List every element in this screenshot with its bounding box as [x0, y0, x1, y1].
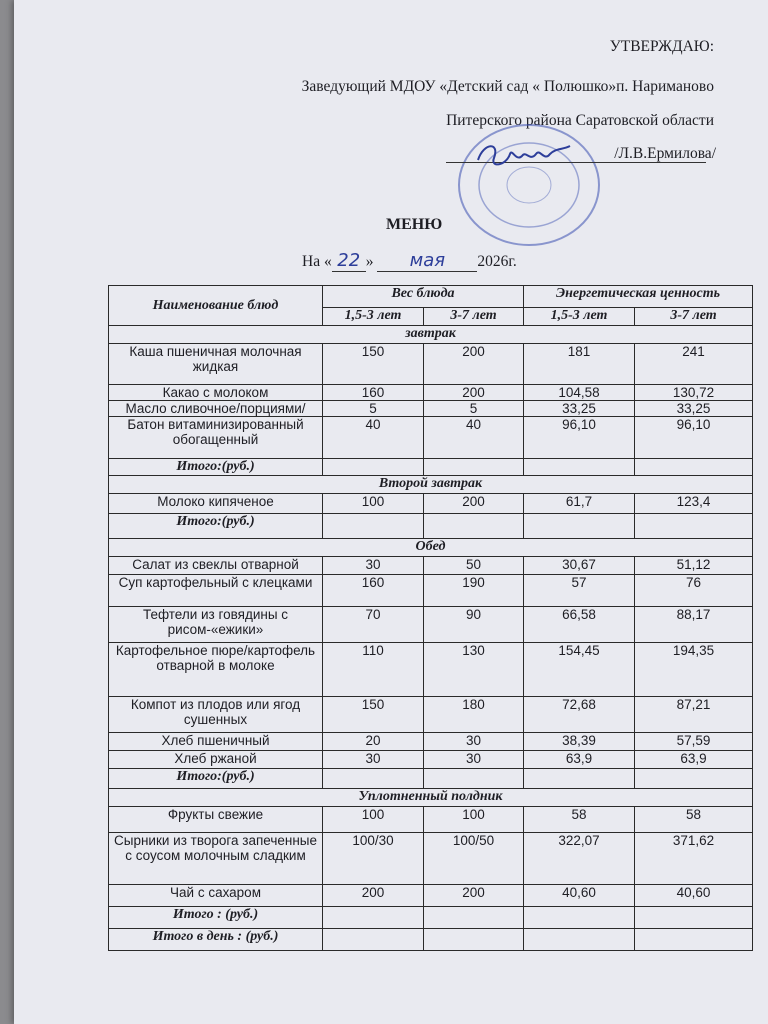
weight-3-7: 130 [424, 643, 524, 697]
total-cell [424, 907, 524, 929]
energy-1-5-3: 181 [524, 344, 635, 385]
dish-name: Хлеб пшеничный [109, 733, 323, 751]
total-cell [524, 929, 635, 951]
menu-table [108, 285, 753, 951]
energy-3-7: 371,62 [635, 833, 753, 885]
menu-date [302, 250, 517, 272]
header-weight-age-1: 1,5-3 лет [323, 308, 424, 326]
weight-3-7: 50 [424, 557, 524, 575]
energy-1-5-3: 96,10 [524, 417, 635, 459]
weight-3-7: 200 [424, 494, 524, 514]
dish-name: Тефтели из говядины с рисом-«ежики» [109, 607, 323, 643]
weight-3-7: 180 [424, 697, 524, 733]
energy-1-5-3: 63,9 [524, 751, 635, 769]
total-cell [323, 929, 424, 951]
section-row [109, 476, 753, 494]
dish-row [109, 833, 753, 885]
weight-1-5-3: 30 [323, 751, 424, 769]
weight-1-5-3: 100 [323, 494, 424, 514]
weight-1-5-3: 40 [323, 417, 424, 459]
dish-row [109, 385, 753, 401]
document-title: МЕНЮ [386, 216, 443, 233]
total-row [109, 907, 753, 929]
dish-row [109, 643, 753, 697]
dish-row [109, 807, 753, 833]
energy-3-7: 123,4 [635, 494, 753, 514]
section-label: Обед [109, 539, 753, 557]
total-cell [323, 907, 424, 929]
energy-1-5-3: 154,45 [524, 643, 635, 697]
weight-3-7: 100/50 [424, 833, 524, 885]
total-cell [424, 769, 524, 789]
dish-name: Молоко кипяченое [109, 494, 323, 514]
total-row [109, 769, 753, 789]
total-cell [424, 929, 524, 951]
energy-3-7: 51,12 [635, 557, 753, 575]
header-energy-age-2: 3-7 лет [635, 308, 753, 326]
dish-name: Компот из плодов или ягод сушенных [109, 697, 323, 733]
header-weight: Вес блюда [323, 286, 524, 308]
date-year: 2026г. [477, 253, 517, 270]
header-energy: Энергетическая ценность [524, 286, 753, 308]
energy-3-7: 87,21 [635, 697, 753, 733]
dish-name: Суп картофельный с клецками [109, 575, 323, 607]
weight-1-5-3: 70 [323, 607, 424, 643]
weight-1-5-3: 160 [323, 575, 424, 607]
dish-row [109, 401, 753, 417]
dish-name: Чай с сахаром [109, 885, 323, 907]
total-row [109, 514, 753, 539]
total-cell [424, 459, 524, 476]
dish-row [109, 733, 753, 751]
total-cell [524, 514, 635, 539]
dish-row [109, 417, 753, 459]
weight-3-7: 30 [424, 751, 524, 769]
weight-3-7: 90 [424, 607, 524, 643]
dish-row [109, 494, 753, 514]
date-month: мая [409, 250, 446, 271]
weight-1-5-3: 150 [323, 697, 424, 733]
dish-name: Какао с молоком [109, 385, 323, 401]
total-cell [635, 907, 753, 929]
energy-3-7: 88,17 [635, 607, 753, 643]
total-row [109, 929, 753, 951]
dish-name: Картофельное пюре/картофель отварной в молоке [109, 643, 323, 697]
total-cell [524, 769, 635, 789]
weight-1-5-3: 160 [323, 385, 424, 401]
energy-3-7: 130,72 [635, 385, 753, 401]
dish-row [109, 885, 753, 907]
dish-row [109, 751, 753, 769]
menu-table-body [109, 326, 753, 951]
weight-1-5-3: 100 [323, 807, 424, 833]
total-cell [524, 459, 635, 476]
total-cell [635, 769, 753, 789]
energy-3-7: 33,25 [635, 401, 753, 417]
energy-1-5-3: 58 [524, 807, 635, 833]
dish-name: Батон витаминизированный обогащенный [109, 417, 323, 459]
total-row [109, 459, 753, 476]
date-close: » [365, 253, 374, 270]
date-day: 22 [337, 250, 361, 271]
dish-row [109, 607, 753, 643]
energy-1-5-3: 61,7 [524, 494, 635, 514]
energy-1-5-3: 40,60 [524, 885, 635, 907]
energy-1-5-3: 57 [524, 575, 635, 607]
menu-document-page [14, 0, 768, 1024]
weight-1-5-3: 100/30 [323, 833, 424, 885]
weight-1-5-3: 30 [323, 557, 424, 575]
dish-row [109, 344, 753, 385]
approval-heading: УТВЕРЖДАЮ: [609, 38, 714, 55]
total-cell [323, 459, 424, 476]
total-cell [323, 514, 424, 539]
weight-3-7: 100 [424, 807, 524, 833]
section-label: Второй завтрак [109, 476, 753, 494]
dish-name: Салат из свеклы отварной [109, 557, 323, 575]
total-cell [635, 459, 753, 476]
total-cell [635, 514, 753, 539]
weight-3-7: 30 [424, 733, 524, 751]
energy-3-7: 57,59 [635, 733, 753, 751]
total-cell [323, 769, 424, 789]
district-line: Питерского района Саратовской области [446, 112, 714, 129]
weight-3-7: 200 [424, 385, 524, 401]
total-label: Итого:(руб.) [109, 514, 323, 539]
energy-1-5-3: 66,58 [524, 607, 635, 643]
weight-1-5-3: 5 [323, 401, 424, 417]
total-label: Итого : (руб.) [109, 907, 323, 929]
energy-3-7: 63,9 [635, 751, 753, 769]
section-row [109, 539, 753, 557]
energy-1-5-3: 72,68 [524, 697, 635, 733]
weight-1-5-3: 150 [323, 344, 424, 385]
energy-1-5-3: 322,07 [524, 833, 635, 885]
total-label: Итого:(руб.) [109, 459, 323, 476]
total-cell [424, 514, 524, 539]
header-dish-name: Наименование блюд [109, 286, 323, 326]
energy-3-7: 96,10 [635, 417, 753, 459]
weight-3-7: 5 [424, 401, 524, 417]
weight-3-7: 40 [424, 417, 524, 459]
date-prefix: На « [302, 253, 332, 270]
energy-1-5-3: 33,25 [524, 401, 635, 417]
total-label: Итого:(руб.) [109, 769, 323, 789]
energy-3-7: 241 [635, 344, 753, 385]
dish-name: Фрукты свежие [109, 807, 323, 833]
total-cell [524, 907, 635, 929]
dish-name: Хлеб ржаной [109, 751, 323, 769]
section-label: Уплотненный полдник [109, 789, 753, 807]
energy-3-7: 194,35 [635, 643, 753, 697]
weight-1-5-3: 200 [323, 885, 424, 907]
dish-name: Каша пшеничная молочная жидкая [109, 344, 323, 385]
signature [470, 136, 580, 176]
weight-1-5-3: 110 [323, 643, 424, 697]
dish-name: Масло сливочное/порциями/ [109, 401, 323, 417]
total-label: Итого в день : (руб.) [109, 929, 323, 951]
energy-1-5-3: 104,58 [524, 385, 635, 401]
director-line: Заведующий МДОУ «Детский сад « Полюшко»п. Наримановo [301, 78, 714, 95]
total-cell [635, 929, 753, 951]
weight-3-7: 200 [424, 885, 524, 907]
energy-1-5-3: 38,39 [524, 733, 635, 751]
weight-1-5-3: 20 [323, 733, 424, 751]
dish-row [109, 697, 753, 733]
header-energy-age-1: 1,5-3 лет [524, 308, 635, 326]
header-weight-age-2: 3-7 лет [424, 308, 524, 326]
dish-row [109, 557, 753, 575]
section-row [109, 789, 753, 807]
section-label: завтрак [109, 326, 753, 344]
dish-name: Сырники из творога запеченные с соусом молочным сладким [109, 833, 323, 885]
signer-name: /Л.В.Ермилова/ [614, 145, 716, 162]
weight-3-7: 190 [424, 575, 524, 607]
dish-row [109, 575, 753, 607]
energy-3-7: 58 [635, 807, 753, 833]
weight-3-7: 200 [424, 344, 524, 385]
energy-3-7: 40,60 [635, 885, 753, 907]
section-row [109, 326, 753, 344]
energy-3-7: 76 [635, 575, 753, 607]
energy-1-5-3: 30,67 [524, 557, 635, 575]
